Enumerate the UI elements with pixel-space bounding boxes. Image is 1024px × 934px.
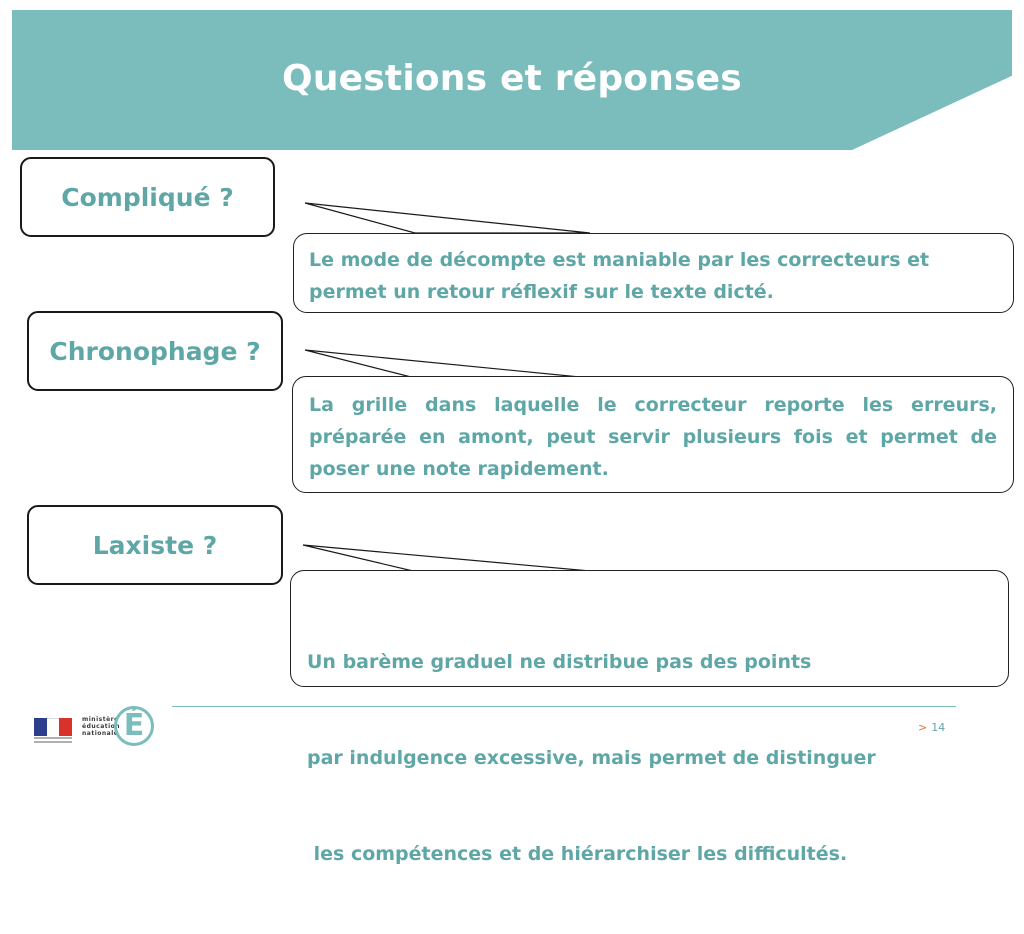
logo-motto-lines bbox=[34, 737, 72, 747]
callout-tail-3 bbox=[303, 545, 590, 571]
ministry-logo bbox=[34, 700, 154, 756]
french-flag-icon bbox=[34, 718, 72, 736]
page-title: Questions et réponses bbox=[282, 58, 742, 99]
answer-line: permet un retour réflexif sur le texte dicté. bbox=[309, 281, 774, 303]
logo-text: ministère éducation nationale bbox=[82, 716, 121, 737]
page-number-value: 14 bbox=[931, 721, 946, 734]
footer-divider bbox=[172, 706, 956, 707]
callout-tail-2 bbox=[305, 350, 590, 378]
page-marker-icon: > bbox=[918, 721, 928, 734]
answer-line: Le mode de décompte est maniable par les correcteurs et bbox=[309, 249, 930, 271]
question-label: Chronophage ? bbox=[49, 336, 261, 366]
question-label: Compliqué ? bbox=[61, 182, 234, 212]
question-label: Laxiste ? bbox=[92, 530, 218, 560]
question-box-laxiste bbox=[27, 505, 283, 585]
answer-line: préparée en amont, peut servir plusieurs fois et permet de bbox=[309, 426, 997, 448]
question-box-chronophage bbox=[27, 311, 283, 391]
answer-line: par indulgence excessive, mais permet de distinguer bbox=[307, 747, 876, 769]
answer-line: poser une note rapidement. bbox=[309, 458, 609, 480]
page-number bbox=[918, 721, 945, 734]
answer-box-chronophage bbox=[292, 376, 1014, 493]
answer-line: Un barème graduel ne distribue pas des points bbox=[307, 651, 812, 673]
question-box-complique bbox=[20, 157, 275, 237]
answer-box-complique bbox=[293, 233, 1014, 313]
answer-line: La grille dans laquelle le correcteur reporte les erreurs, bbox=[309, 394, 997, 416]
answer-line: les compétences et de hiérarchiser les difficultés. bbox=[307, 843, 848, 865]
callout-tail-1 bbox=[305, 203, 590, 233]
logo-e-emblem: É bbox=[114, 706, 154, 746]
